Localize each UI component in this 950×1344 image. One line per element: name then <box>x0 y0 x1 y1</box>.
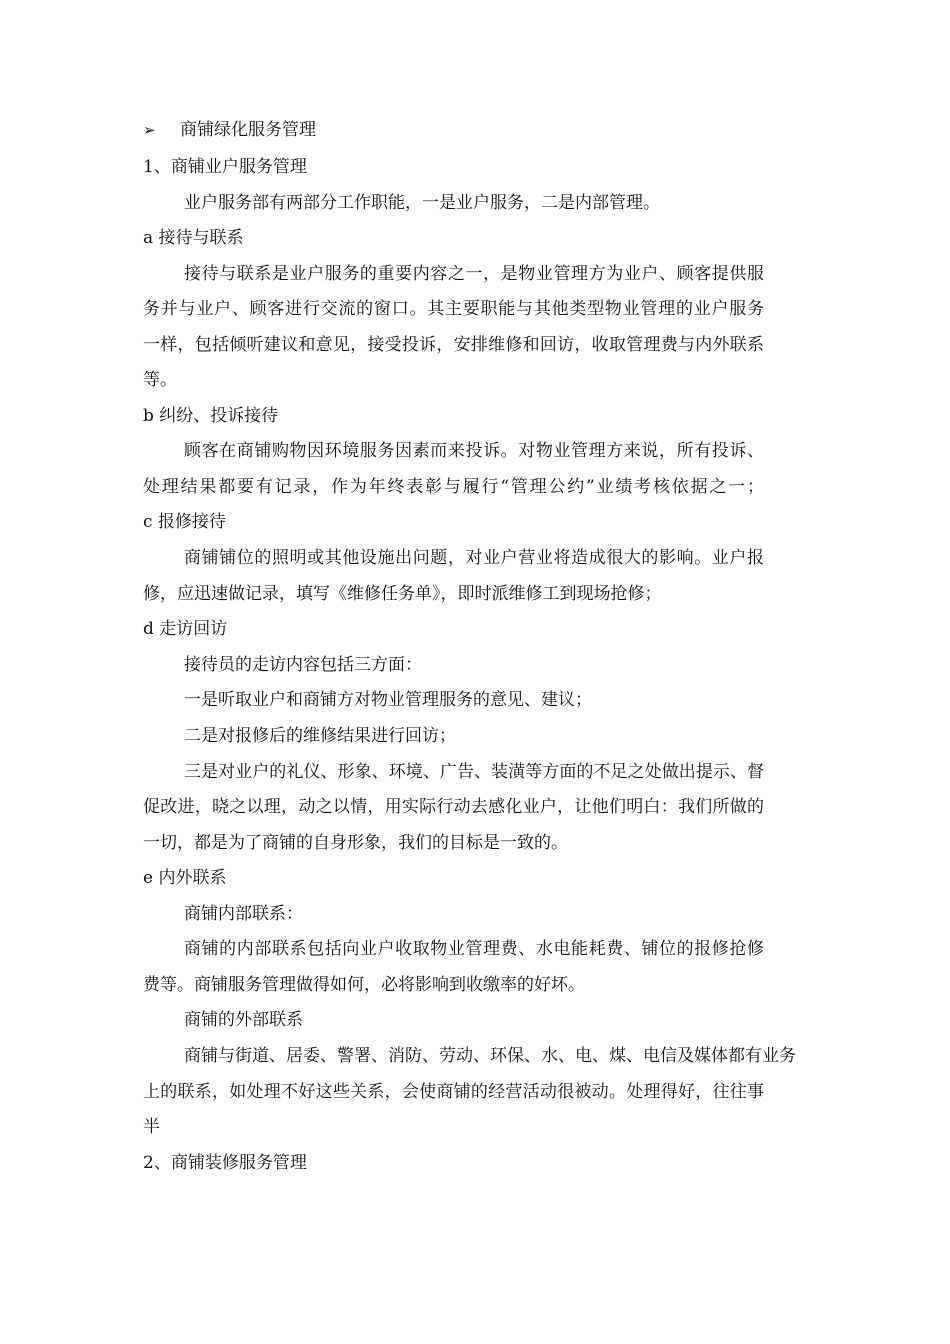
paragraph-b-line-1: 顾客在商铺购物因环境服务因素而来投诉。对物业管理方来说，所有投诉、 <box>184 441 764 461</box>
heading-main: 商铺绿化服务管理 <box>180 120 316 140</box>
section-1-title: 1、商铺业户服务管理 <box>143 157 307 177</box>
paragraph-e-line-3: 费等。商铺服务管理做得如何，必将影响到收缴率的好坏。 <box>143 975 585 995</box>
paragraph-e-line-5: 商铺与街道、居委、警署、消防、劳动、环保、水、电、煤、电信及媒体都有业务 <box>184 1046 796 1066</box>
paragraph-d-line-3: 二是对报修后的维修结果进行回访； <box>184 726 456 746</box>
paragraph-a-line-3: 一样，包括倾听建议和意见，接受投诉，安排维修和回访，收取管理费与内外联系 <box>143 335 764 355</box>
paragraph-c-line-2: 修，应迅速做记录，填写《维修任务单》，即时派维修工到现场抢修； <box>143 584 662 604</box>
subsection-b-title: b 纠纷、投诉接待 <box>143 406 279 426</box>
arrow-bullet-icon: ➢ <box>143 121 156 139</box>
paragraph-a-line-4: 等。 <box>143 370 177 390</box>
paragraph-d-line-2: 一是听取业户和商铺方对物业管理服务的意见、建议； <box>184 690 592 710</box>
subsection-a-title: a 接待与联系 <box>143 228 244 248</box>
paragraph-e-line-7: 半 <box>143 1117 160 1137</box>
subsection-c-title: c 报修接待 <box>143 512 226 532</box>
section-2-title: 2、商铺装修服务管理 <box>143 1153 307 1173</box>
paragraph-d-line-5: 促改进，晓之以理，动之以情，用实际行动去感化业户，让他们明白：我们所做的 <box>143 797 764 817</box>
paragraph-e-line-2: 商铺的内部联系包括向业户收取物业管理费、水电能耗费、铺位的报修抢修 <box>184 939 764 959</box>
paragraph-e-line-1: 商铺内部联系： <box>184 904 303 924</box>
paragraph-d-line-1: 接待员的走访内容包括三方面： <box>184 655 422 675</box>
paragraph-e-line-6: 上的联系，如处理不好这些关系，会使商铺的经营活动很被动。处理得好，往往事 <box>143 1082 764 1102</box>
paragraph-d-line-4: 三是对业户的礼仪、形象、环境、广告、装潢等方面的不足之处做出提示、督 <box>184 762 764 782</box>
paragraph-c-line-1: 商铺铺位的照明或其他设施出问题，对业户营业将造成很大的影响。业户报 <box>184 548 764 568</box>
subsection-d-title: d 走访回访 <box>143 619 228 639</box>
section-1-intro: 业户服务部有两部分工作职能，一是业户服务，二是内部管理。 <box>184 193 660 213</box>
paragraph-d-line-6: 一切，都是为了商铺的自身形象，我们的目标是一致的。 <box>143 833 568 853</box>
subsection-e-title: e 内外联系 <box>143 868 227 888</box>
paragraph-e-line-4: 商铺的外部联系 <box>184 1010 303 1030</box>
paragraph-a-line-2: 务并与业户、顾客进行交流的窗口。其主要职能与其他类型物业管理的业户服务 <box>143 299 764 319</box>
paragraph-b-line-2: 处理结果都要有记录，作为年终表彰与履行“管理公约”业绩考核依据之一； <box>143 477 764 497</box>
paragraph-a-line-1: 接待与联系是业户服务的重要内容之一，是物业管理方为业户、顾客提供服 <box>184 264 764 284</box>
